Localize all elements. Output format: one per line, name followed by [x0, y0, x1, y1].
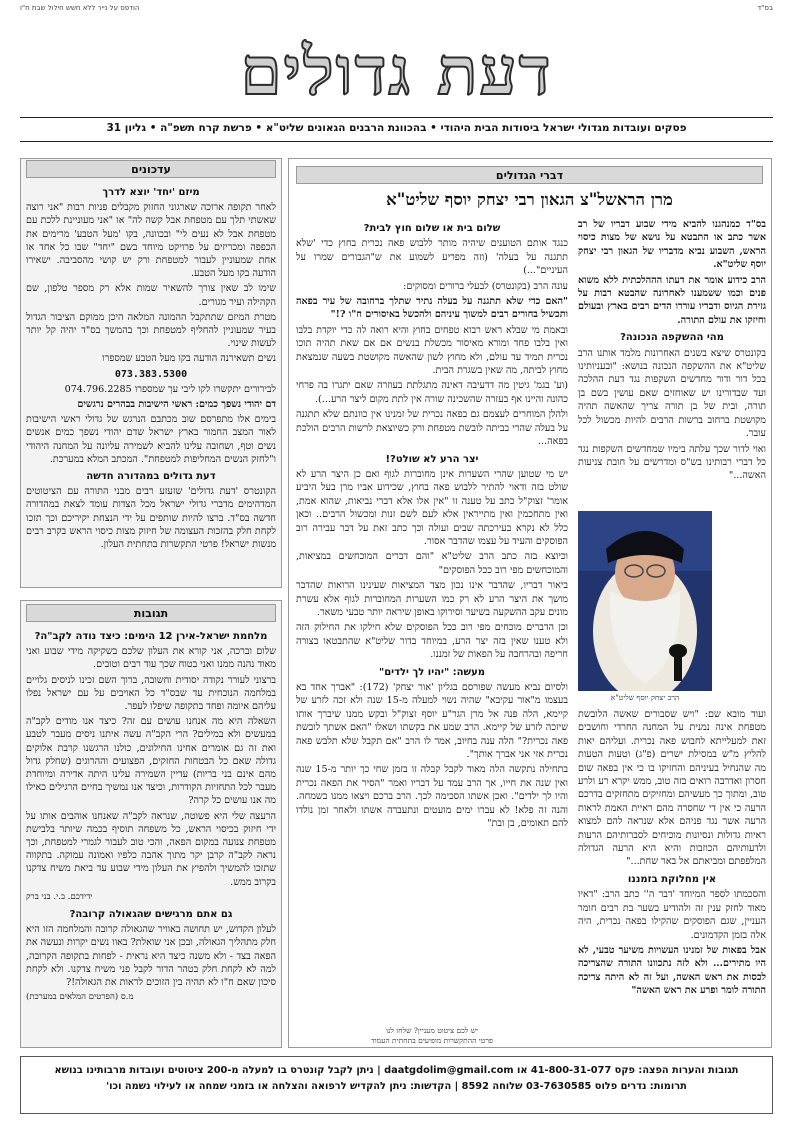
subheading: מהי ההשקפה הנכונה? — [620, 332, 724, 344]
paragraph: והסכמתו לספר המיוחד 'דבר ה'' כתב הרב: "דאיו מאוד לחזק ענין זה ולהודיע בשער בת רבים חומר העניין, שגם הפוסקים שהקילו בפאה נכרית, היה אלה בזמן הקדמונים. — [578, 889, 766, 941]
updates-content — [26, 182, 276, 584]
paragraph: ביאור דבריו, שהדבר אינו נכון מצד המציאות שעינינו הרואות שהדבר מושך את היצר הרע לא רק כמו השערות המחוברות לגוף אלא עשרת מונים עקב ההשקעה בשיער וסירוקו באופן שיראה יותר טבעי משאר. — [296, 580, 568, 618]
subheading: אין מחלוקת בזמננו — [627, 873, 717, 885]
subheading: מיזם 'יחד' יוצא לדרך — [102, 187, 200, 198]
masthead-rule-top — [20, 117, 773, 118]
paragraph: השאלה היא מה אנחנו עושים עם זה? כיצד אנו מודים לקב"ה במעשים ולא במילים? הרי הקב"ה עשה איתנו ניסים מעבר לטבע ואת זה גם אומרים אחינו החילונים, כולנו הרגשנו קרבת אלוקים גדולה שאם כל הבטחות החזקים, הפצועים וההרוגים (שחלק גדול מהם אינם בני בריות) עדיין השמירה עלינו היתה אדירה ומיוחדת מעבר לכל התחזיות הקודרות, וכיצד אנו נמשיך בחיים הרגילים כאילו מה אנו עושים כל קרה? — [26, 716, 276, 807]
bold-paragraph: "האם כדי שלא תתגנה על בעלה נתיר שתלך ברחובה של עיר בפאה ותכשיל בחורים רבים למשוך עיניהם ולהכשל באיסורים ח"ו ?!" — [296, 296, 568, 321]
paragraph: נשים תשאירנה הודעה בקו מעל הטבע שמספרו — [102, 353, 276, 365]
paragraph: ולהלן המוחרים לעצמם גם בפאה נכרית של זמנינו אין כוונתם שלא תתגנה על בעלה שהרי בביתה לובשת מטפחת ורק כשיוצאת לרשות הרבים הולכת בפאה... — [296, 409, 568, 448]
section-label: דברי הגדולים — [296, 166, 763, 184]
article-footnote — [296, 1026, 568, 1046]
paragraph: הקונטרס 'דעת גדולים' שזעזע רבים מבני התורה עם הציטוטים המדהימים מדברי גדולי ישראל מכל הצדות עומד לצאת במהדורה חדשה בס"ד. ברצו להיות שותפים על ידי הנצחת יקיריכם וכך תזכו לקחת חלק בהזכות העצומה של חיזוק מצות כיסוי הראש בקרב רבים מנשות ישראל! פרטי התקשרות בתחתית העלון. — [26, 486, 276, 551]
paragraph: וכיוצא בזה כתב הרב שליט"א "והם דברים המוכחשים במציאות, והמוכחשים מפי רוב ככל הפוסקים" — [296, 551, 568, 576]
footer-box — [20, 1056, 773, 1114]
paragraph: הרעצה שלי היא פשוטה, שנראה לקב"ה שאנחנו אוהבים אותו על ידי חיזוק בכיסוי הראש, כל משפחה תוסיף בכמה שיותר בלבישת מטפחת צנועה במקום הפאה, והכי טוב לעבור לגמרי למטפחת, וכך נראה לקב"ה קרבן יקר מתוך אהבה כלפיו ואמונה עמוקה. בתקווה שתזכו להמשיך ולהפיץ את העלון מידי שבוע עד ביאת משיח צדקנו בקרוב ממש. — [26, 810, 276, 888]
paragraph: וכן הדברים מוכחים מפי רוב ככל הפוסקים שלא חילקו את החילוק הזה ולא טענו שאין בזה יצר הרע, במיוחד בדור שליט"א שהתבטאו בצורה חריפה ובהרחבה על הפאות של זמננו. — [296, 622, 568, 661]
top-print-note: הודפס על נייר ללא חשש חילול שבת ח"ו — [20, 4, 140, 12]
bold-paragraph: אבל בפאות של זמנינו העשויות משיער טבעי, לא היו מתירים... ולא לזה נתכוונו התורה שהצריכה לכסות את ראש האשה, ועל זה לא היתה צריכה התורה לומר ופרע את ראש האשה" — [578, 944, 766, 997]
subheading: דעת גדולים במהדורה חדשה — [86, 471, 216, 483]
paragraph: שלום וברכה, אני קורא את העלון שלכם בשקיקה מידי שבוע ואני מאוד נהנה ממנו ואני בטוח שכך עוד רבים וטובים. — [26, 646, 276, 671]
subheading: מלחמת ישראל-אירן 12 הימים: כיצד נודה לקב"ה? — [34, 631, 268, 642]
main-headline: מרן הראשל"צ הגאון רבי יצחק יוסף שליט"א — [386, 190, 673, 209]
paragraph: כנגד אותם הטוענים שיהיה מותר ללבוש פאה נכרית בחוץ כדי 'שלא תתגנה על בעלה' (וזה מפריע לשמוע את ש"הגבורים שמרו על העיניים"...) — [296, 238, 568, 277]
responses-content — [26, 626, 276, 1044]
paragraph: לעלון הקדוש, יש תחושה באוויר שהגאולה קרובה והמלחמה הזו היא חלק מתהליך הגאולה, ובכן אני שואלת? באוו נשים יקרות ונעשה את הפאה בצד - ולא משנה כיצד היא נראית - לפחות בתקופה הקרובה, למה לא לקחת חלק בטהר הדור לקבל פני משיח צדקנו. ולא לקחת סיכון שאם ח"ו לא תהיה בין הזוכים לראות את הגאולה!? — [26, 924, 276, 989]
responses-header: תגובות — [26, 604, 276, 622]
bold-paragraph: בס"ד כמנהגנו להביא מידי שבוע דבריו של רב אשר כתב או התבטא על נושא של מצות כיסוי הראש, השבוע נביא מדבריו של הגאון רבי יצחק יוסף שליט"א. — [578, 219, 766, 271]
footnote-line-1: יש לכם ציטוט מעניין? שלחו לנו — [386, 1026, 478, 1035]
masthead-rule-bottom — [20, 141, 773, 142]
paragraph: בימים אלו מתפרסם שוב מכתבם הנרגש של גדולי ראשי הישיבות לאור המצב החמור בארץ ישראל שדם יהודי נשפך כמים אנשים נשים וטף, ושחובה עלינו להביא לשמירה עליונה על המחנה היהודי ו"לחזק הנשים המחליפות למטפחת". המכתב המלא במערכת. — [26, 414, 276, 465]
subheading: יצר הרע לא שולט?! — [385, 453, 479, 465]
paragraph: שימו לב שאין צורך להשאיר שמות אלא רק מספר טלפון, שם הקהילה ועיר מגורים. — [26, 283, 276, 308]
article-column-left — [296, 218, 568, 1016]
paragraph: יש מי שטוען שהרי השערות אינן מחוברות לגוף ואם כן היצר הרע לא שולט בזה ודאוי להתיר ללבוש פאה בחוץ, שכידוע אביו מרן בעל היביע אומר' זצוק"ל כתב על טענה זו "אין אלו אלא דברי נביאות, שהוא אמת, ואין מתחכמין ואין מתייראין אלא לעם לשם זנות ומכשול הרבים.. וכאן כלל לא נקרא בעירכתה שבים ועולה וכך כתב זאת על דבר עבירה רוב הפוסקים והעיד על עצמו שהדבר אסור. — [296, 468, 568, 547]
subheading: מעשה: "יהיו לך ילדים" — [378, 666, 485, 678]
paragraph: ברצוני לעורר נקודה יסודית וחשובה, ברוך השם זכינו לניסים גלויים במלחמה הנוכחית עד שבס"ד כל האויבים על עם ישראל נפלו עליהם איומה ופחד בתקופה שיפלו לעפר. — [26, 674, 276, 713]
paragraph: לאחר תקופה ארוכה שארגוני החזוק מקבלים פניות רבות "אני רוצה שאשתי תלך עם מטפחת אבל קשה לה" או "אני מעוניינת ללכת עם מטפחת אבל לא נעים לי" ובכוונה, בקו 'מעל הטבע' מרימים את הכפפה ומכריזים על פרויקט מיוחד בשם "יחד" שבו כל אחד או אחת שמעוניין לעבור למטפחת ורק יש קושי מהסביבה. ישאירו הודעה בקו מעל הטבע. — [26, 202, 276, 280]
footer-contact-line: תגובות והערות הפצה: פקס 41-800-31-077 או daatgdolim@gmail.com | ניתן לקבל קונטרס בו למעלה מ-200 ציטוטים ועובדות מרבותינו בנושא — [54, 1065, 739, 1076]
signature: מ.ס (הפרטים המלאים במערכת) — [26, 992, 134, 1003]
masthead-title: דעת גדולים — [240, 32, 553, 110]
issue-line: פסקים ועובדות מגדולי ישראל ביסודות הבית היהודי • בהכוונת הרבנים הגאונים שליט"א • פרשת קרח תשפ"ה • גליון 31 — [106, 122, 687, 134]
footnote-line-2: פרטי ההתקשרות מופיעים בתחתית העמוד — [371, 1036, 493, 1045]
paragraph: לבירורים יתקשרו לקו ליבי עך שמספרו 074.796.2285 — [64, 383, 276, 395]
bold-paragraph: דם יהודי נשפך כמים: ראשי הישיבות בבהרים נרגשים — [77, 399, 276, 411]
paragraph: מטרת המיזם שתתקבל ההמונה המלאה היכן ממוקם הציבור הגדול בעיר שמעוניין להחליף למטפחת וכך בהמשך בס"ד יהיה קל יותר לעשות שינוי. — [26, 311, 276, 350]
footer-donation-line: תרומות: נדרים פלוס 03-7630585 שלוחה 8592 | הקדשות: ניתן להקדיש לרפואה והצלחה או בזמני שמחה או לעילוי נשמה וכו' — [106, 1081, 687, 1092]
updates-header: עדכונים — [26, 160, 276, 178]
bold-paragraph: הרב כידוע אומר את דעתו הההלכתית ללא משוא פנים וכמו ששמענו לאחרונה שהבטא רבות על גזירת הגיוס ודבריו עוררו הדים רבים בארץ ובעולם וחיזקו את עולם התורה. — [578, 274, 766, 326]
paragraph: בקונטרס שיצא בשנים האחרונות מלמד אותנו הרב שליט"א את ההשקפה הנכונה בנושא: "ובעניותינו בכל דור ודור מחדשים השקפות נגד דעת ההלכה ועד שבדורינו יש שאוחזים שאם עושין בשם בן תורה, ובית של בן תורה צריך שהאשה תהיה מקושטת ברחוב ברשות הרבים להיות מכשול לכל עובר. — [578, 347, 766, 440]
subheading: שלום בית או שלום חוץ לבית? — [363, 223, 501, 234]
article-column-right-top — [578, 218, 766, 510]
rabbi-portrait-image — [578, 511, 712, 691]
paragraph: בתחילה נתקשה הלה מאוד לקבל קבלה זו בזמן שחי כך יותר מ-15 שנה ואין שנה את חייו, אך הרב עמד על דבריו ואמר "הסיר את הפאה נכרית והיו לך ילדים". ואכן אשתו הסכימה לכך. הרב ברכם ויצאו ממנו בשמחה. והנה זה פלא! לא עברו ימים מועטים ונתעברה אשתו ולאחר זמן נולדו להם תאומים, בן ובת" — [296, 764, 568, 830]
signature: ידידכם. ב.י. בני ברק — [26, 891, 93, 902]
article-column-right-bottom — [578, 708, 766, 1041]
paragraph: (וע' בגמ' גיטין מה דדעיבה דאינה מתגלתת בעוזרה שאם יתגרו בה פרחי כהונה והיינו אף בעזרה שהשכינה שורה אין לתת מקום ליצר הרע...). — [296, 380, 568, 405]
photo-caption: הרב יצחק יוסף שליט"א — [610, 693, 680, 702]
paragraph: ואוי לדור שכך עלתה בימיו שמחדשים השקפות נגד כל דברי רבותינו בש"ס ומדרשים על חובת צניעות האשה..." — [578, 443, 766, 482]
phone-number: 073.383.5300 — [114, 368, 188, 380]
paragraph: עונה הרב (בקונטרס) לבעלי ברורים ומסוקים: — [403, 280, 568, 292]
paragraph: ובאמת מי שבלא ראש רבוא טפחים בחוץ והיא רואה לה כדי יוקדת בלבו ואין בלבו פחד ומורא מאיסור מכשלת בנשים אם אם שאת תהיה תוכו נכרית תמיד עד עולם, ולא מחוץ לשון שהאשה מקושטת בשעה שנמצאת מחוץ לביתה, מה שאין בשגרת הבית. — [296, 324, 568, 377]
paragraph: ועוד מובא שם: "ויש שסבורים שאשה הלובשת מטפחת אינה נמנית על המחנה החרדי וחושבים זאת למעלייתא לחבוש פאה נכרית. ועליהם יאות להליץ מ"ש במסילת ישרים (פ"ג) וטעות הטעות מה שהנחיל בעיניהם והחזיקו בו כי אין בפאה שום חסרון ואדרבה רואים בזה טוב, ממש יקרא רע ולרע טוב, ומתוך כך מעשיהם ומחזיקים מתחזקים בדרכם הרעה כי אין די שחסרה מהם ראיית האמת לראות הרעה אשר נגד פניהם אלא שנראה להם למצוא ראיות גדולות ונסיונות מוכיחים לסברותיהם הרעות ולדעותיהם הכוזבות והיא היא הרעה הגדולה המלפפתם ומביאתם אל באר שחת..." — [578, 709, 766, 868]
rabbi-photo — [578, 511, 712, 691]
subheading: גם אתם מרגישים שהגאולה קרובה? — [69, 909, 233, 921]
top-bsd: בס"ד — [757, 4, 773, 12]
paragraph: ולסיום נביא מעשה שפורסם בגליון 'אור יצחק' (172): "אברך אחד בא בעצמו מ"אור עקיבא" שהיה נשוי למעלה מ-15 שנה ולא זכה לזרע של קיימא, הלה פנה אל מרן הגר"ע יוסף זצוק"ל ובקש ממנו שיברך אותו שיזכה לזרע של קיימא. הרב שמע את בקשתו ושאלו "האם אשתך לובשת פאה נכרית?" הלה ענה בחיוב, אמר לו הרב "אם תקבל שלא תלבש פאה נכרית אזי אני אברך אותך". — [296, 682, 568, 761]
